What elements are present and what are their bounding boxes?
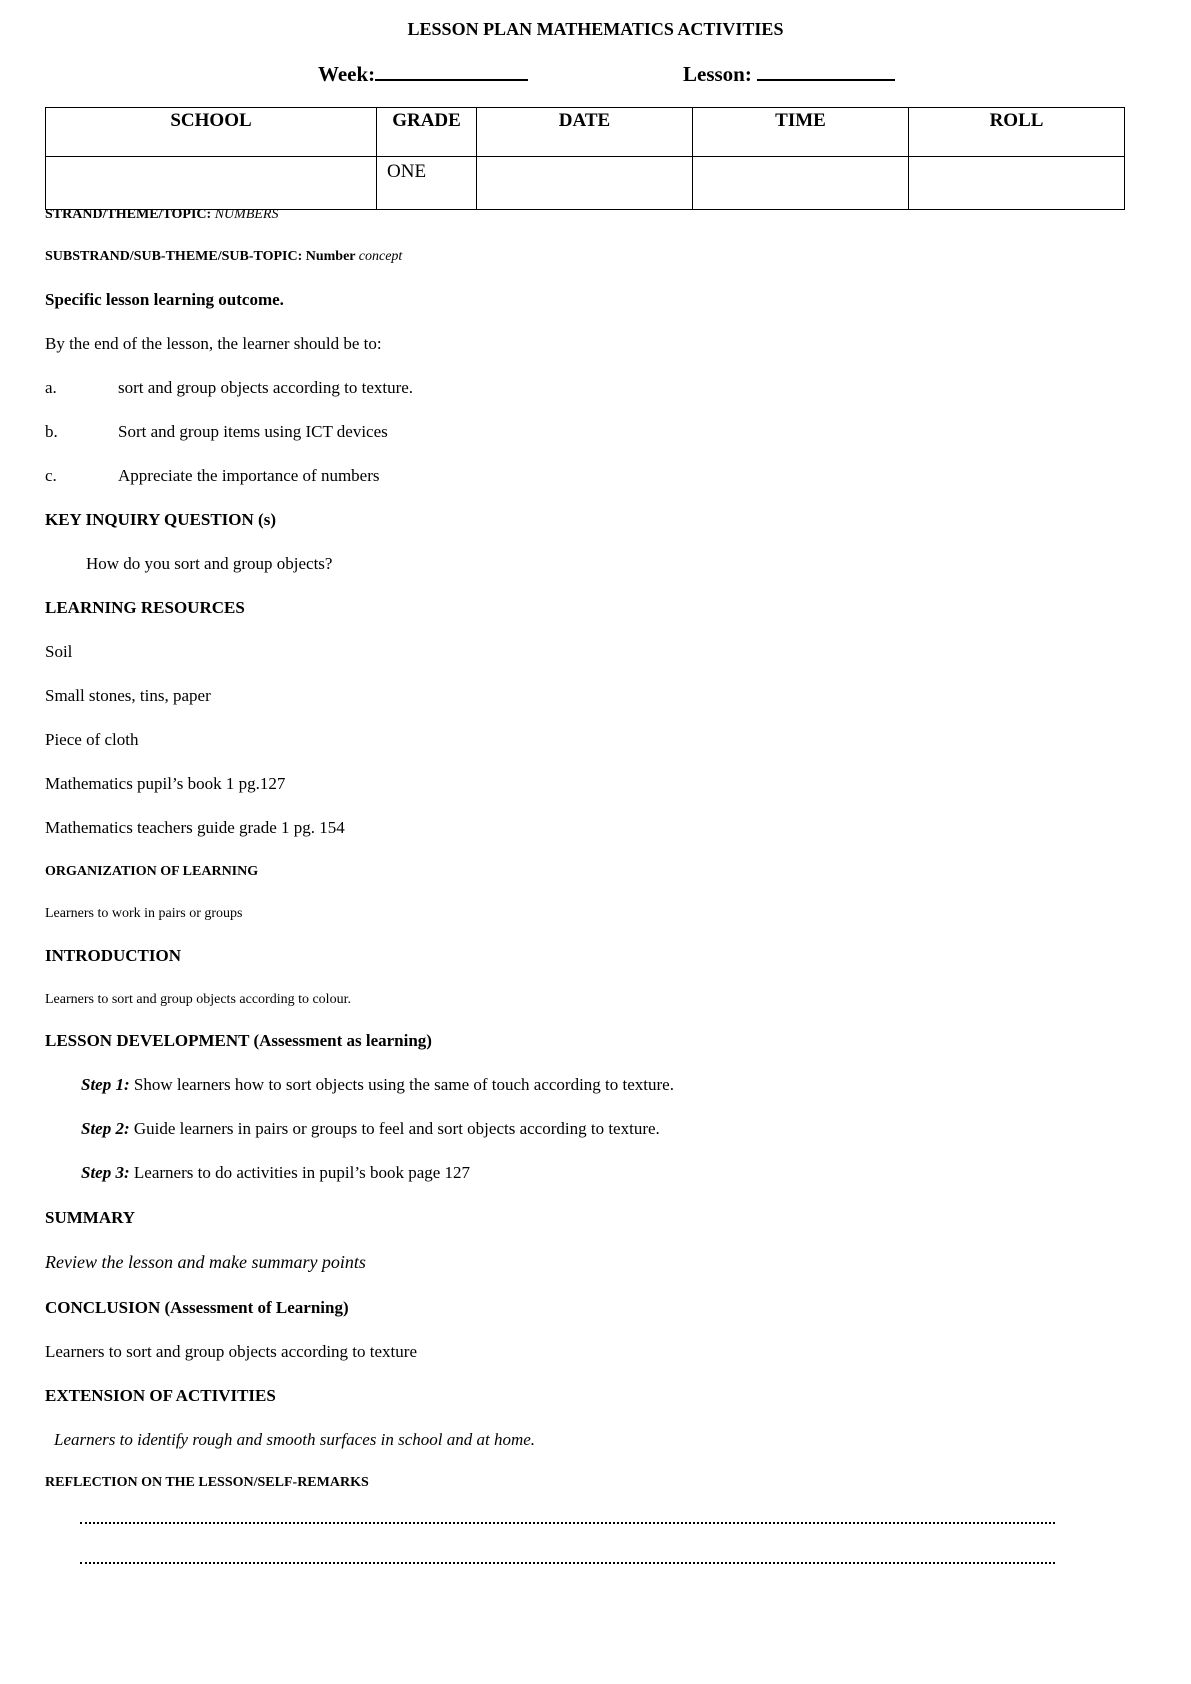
header-grade: GRADE <box>377 108 477 157</box>
conclusion-heading: CONCLUSION (Assessment of Learning) <box>45 1298 349 1317</box>
step-1 <box>81 1075 674 1095</box>
resource-item: Mathematics pupil’s book 1 pg.127 <box>45 774 286 793</box>
week-field <box>318 61 528 87</box>
lesson-field <box>683 61 895 87</box>
resource-item: Mathematics teachers guide grade 1 pg. 154 <box>45 818 345 837</box>
step-text: Guide learners in pairs or groups to feel and sort objects according to texture. <box>129 1119 660 1138</box>
development-heading: LESSON DEVELOPMENT (Assessment as learning) <box>45 1031 432 1050</box>
resource-item: Soil <box>45 642 73 661</box>
step-text: Learners to do activities in pupil’s book page 127 <box>129 1163 471 1182</box>
outcome-text: Sort and group items using ICT devices <box>118 422 388 441</box>
header-time: TIME <box>693 108 909 157</box>
introduction-heading: INTRODUCTION <box>45 946 182 965</box>
table-header-row <box>46 108 1125 157</box>
step-label: Step 2: <box>81 1119 130 1138</box>
outcome-text: sort and group objects according to texture. <box>118 378 414 397</box>
outcome-marker: a. <box>45 378 57 397</box>
outcome-text: Appreciate the importance of numbers <box>118 466 380 485</box>
strand-label: STRAND/THEME/TOPIC: <box>45 207 212 222</box>
week-blank[interactable] <box>375 61 528 81</box>
cell-roll[interactable] <box>909 157 1125 210</box>
strand-line <box>45 207 278 223</box>
reflection-heading: REFLECTION ON THE LESSON/SELF-REMARKS <box>45 1475 369 1490</box>
cell-date[interactable] <box>477 157 693 210</box>
lesson-label: Lesson: <box>683 62 752 86</box>
resource-item: Piece of cloth <box>45 730 139 749</box>
extension-text: Learners to identify rough and smooth surfaces in school and at home. <box>54 1430 536 1449</box>
strand-value: NUMBERS <box>214 207 279 222</box>
summary-text: Review the lesson and make summary points <box>45 1252 366 1272</box>
outcome-marker: b. <box>45 422 58 441</box>
kiq-heading: KEY INQUIRY QUESTION (s) <box>45 510 276 529</box>
lesson-info-table <box>45 107 1125 210</box>
reflection-line-2[interactable] <box>80 1562 1055 1564</box>
header-date: DATE <box>477 108 693 157</box>
outcome-item-b <box>45 422 388 442</box>
step-label: Step 1: <box>81 1075 130 1094</box>
substrand-line <box>45 249 402 265</box>
outcome-marker: c. <box>45 466 57 485</box>
header-school: SCHOOL <box>46 108 377 157</box>
reflection-line-1[interactable] <box>80 1522 1055 1524</box>
resources-heading: LEARNING RESOURCES <box>45 598 245 617</box>
table-value-row <box>46 157 1125 210</box>
summary-heading: SUMMARY <box>45 1208 136 1227</box>
cell-grade[interactable]: ONE <box>377 157 477 210</box>
outcome-intro: By the end of the lesson, the learner should be to: <box>45 334 382 353</box>
introduction-text: Learners to sort and group objects according to colour. <box>45 992 351 1007</box>
step-label: Step 3: <box>81 1163 130 1182</box>
week-label: Week: <box>318 62 376 86</box>
outcome-item-a <box>45 378 413 398</box>
outcome-heading: Specific lesson learning outcome. <box>45 290 284 309</box>
resource-item: Small stones, tins, paper <box>45 686 211 705</box>
organization-text: Learners to work in pairs or groups <box>45 906 243 921</box>
organization-heading: ORGANIZATION OF LEARNING <box>45 864 259 879</box>
header-roll: ROLL <box>909 108 1125 157</box>
conclusion-text: Learners to sort and group objects according to texture <box>45 1342 417 1361</box>
step-text: Show learners how to sort objects using the same of touch according to texture. <box>129 1075 674 1094</box>
document-title: LESSON PLAN MATHEMATICS ACTIVITIES <box>407 19 784 39</box>
cell-school[interactable] <box>46 157 377 210</box>
lesson-blank[interactable] <box>757 61 895 81</box>
step-3 <box>81 1163 470 1183</box>
substrand-label: SUBSTRAND/SUB-THEME/SUB-TOPIC: Number <box>45 249 356 264</box>
substrand-value: concept <box>358 249 403 264</box>
step-2 <box>81 1119 660 1139</box>
extension-heading: EXTENSION OF ACTIVITIES <box>45 1386 276 1405</box>
kiq-text: How do you sort and group objects? <box>86 554 333 573</box>
cell-time[interactable] <box>693 157 909 210</box>
outcome-item-c <box>45 466 380 486</box>
